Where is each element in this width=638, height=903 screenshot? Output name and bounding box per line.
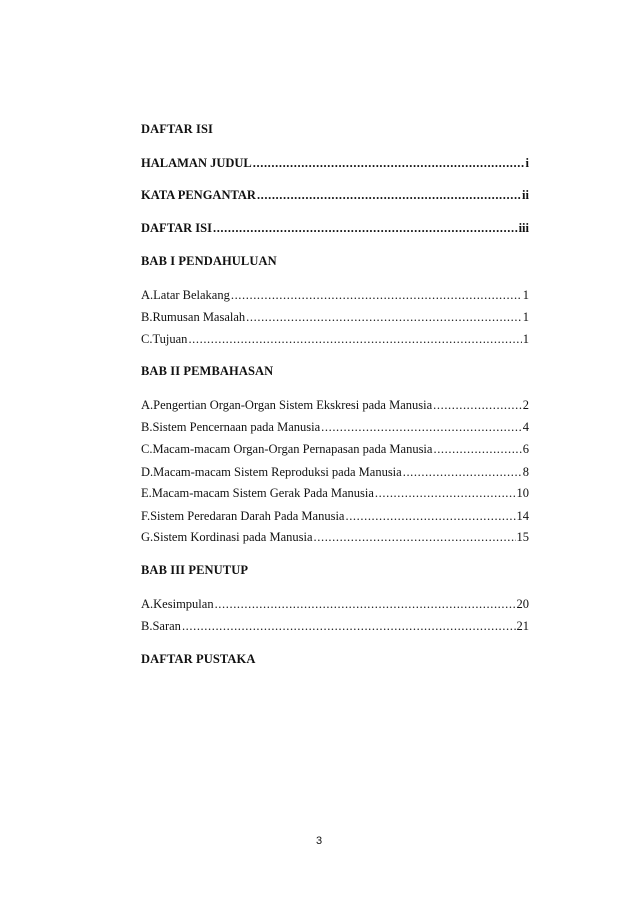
toc-entry: [141, 486, 529, 501]
toc-entry-label: KATA PENGANTAR: [141, 188, 256, 202]
leader-dots: [182, 619, 516, 634]
toc-entry: [141, 332, 529, 347]
toc-entry-label: Sistem Kordinasi pada Manusia: [153, 530, 313, 544]
toc-entry-label: Sistem Pencernaan pada Manusia: [152, 420, 321, 434]
bab2-heading: BAB II PEMBAHASAN: [141, 364, 274, 378]
toc-entry-label: Macam-macam Sistem Gerak Pada Manusia: [151, 486, 374, 500]
toc-entry: [141, 310, 529, 325]
toc-entry-label: DAFTAR ISI: [141, 221, 212, 235]
toc-entry-label: Sistem Peredaran Darah Pada Manusia: [150, 509, 345, 523]
toc-entry-page: 2: [522, 398, 529, 412]
toc-entry-mark: G.: [141, 530, 154, 544]
page-title: DAFTAR ISI: [141, 122, 213, 136]
toc-entry-mark: B.: [141, 310, 153, 324]
toc-entry-page: 15: [516, 530, 529, 544]
leader-dots: [215, 597, 516, 612]
toc-entry-page: ii: [522, 188, 529, 202]
toc-entry-page: 10: [516, 486, 529, 500]
toc-entry-page: 14: [516, 509, 529, 523]
toc-entry-mark: A.: [141, 288, 154, 302]
toc-entry: [141, 288, 529, 303]
bab3-heading: BAB III PENUTUP: [141, 563, 249, 577]
toc-entry-daftar-isi: [141, 221, 529, 236]
toc-entry: [141, 442, 529, 457]
toc-entry: [141, 465, 529, 480]
toc-entry-mark: C.: [141, 442, 153, 456]
toc-entry-label: Pengertian Organ-Organ Sistem Ekskresi pada Manusia: [153, 398, 433, 412]
toc-entry-page: 1: [522, 310, 529, 324]
toc-entry-mark: D.: [141, 465, 154, 479]
toc-entry-page: 4: [522, 420, 529, 434]
toc-entry-page: 1: [522, 332, 529, 346]
leader-dots: [246, 310, 522, 325]
toc-entry-label: Macam-macam Sistem Reproduksi pada Manusia: [153, 465, 402, 479]
leader-dots: [375, 486, 516, 501]
toc-entry-page: 20: [516, 597, 529, 611]
toc-entry-page: iii: [518, 221, 529, 235]
bab1-heading: BAB I PENDAHULUAN: [141, 254, 277, 268]
leader-dots: [321, 420, 522, 435]
leader-dots: [188, 332, 521, 347]
toc-entry-mark: B.: [141, 420, 153, 434]
toc-entry-label: Rumusan Masalah: [152, 310, 246, 324]
leader-dots: [314, 530, 516, 545]
toc-entry: [141, 420, 529, 435]
toc-entry: [141, 509, 529, 524]
toc-entry-mark: A.: [141, 597, 154, 611]
toc-entry-mark: A.: [141, 398, 154, 412]
leader-dots: [403, 465, 522, 480]
toc-entry-page: 21: [516, 619, 529, 633]
toc-entry: [141, 530, 529, 545]
toc-entry-label: Tujuan: [152, 332, 188, 346]
toc-entry-label: Latar Belakang: [153, 288, 230, 302]
toc-entry-label: HALAMAN JUDUL: [141, 156, 252, 170]
toc-entry-label: Kesimpulan: [153, 597, 214, 611]
toc-entry-mark: B.: [141, 619, 153, 633]
toc-entry: [141, 398, 529, 413]
toc-entry-mark: E.: [141, 486, 152, 500]
toc-entry: [141, 597, 529, 612]
toc-entry-mark: F.: [141, 509, 151, 523]
toc-entry-halaman-judul: [141, 156, 529, 171]
toc-entry-label: Saran: [152, 619, 181, 633]
leader-dots: [433, 442, 521, 457]
leader-dots: [253, 156, 525, 171]
toc-entry-page: 6: [522, 442, 529, 456]
toc-entry: [141, 619, 529, 634]
leader-dots: [433, 398, 522, 413]
toc-entry-page: 8: [522, 465, 529, 479]
toc-entry-mark: C.: [141, 332, 153, 346]
toc-entry-label: Macam-macam Organ-Organ Pernapasan pada Manusia: [152, 442, 433, 456]
page-number: 3: [315, 835, 323, 847]
daftar-pustaka-heading: DAFTAR PUSTAKA: [141, 652, 256, 666]
leader-dots: [231, 288, 522, 303]
leader-dots: [345, 509, 515, 524]
leader-dots: [213, 221, 518, 236]
toc-entry-kata-pengantar: [141, 188, 529, 203]
toc-entry-page: i: [525, 156, 529, 170]
leader-dots: [257, 188, 521, 203]
toc-entry-page: 1: [522, 288, 529, 302]
